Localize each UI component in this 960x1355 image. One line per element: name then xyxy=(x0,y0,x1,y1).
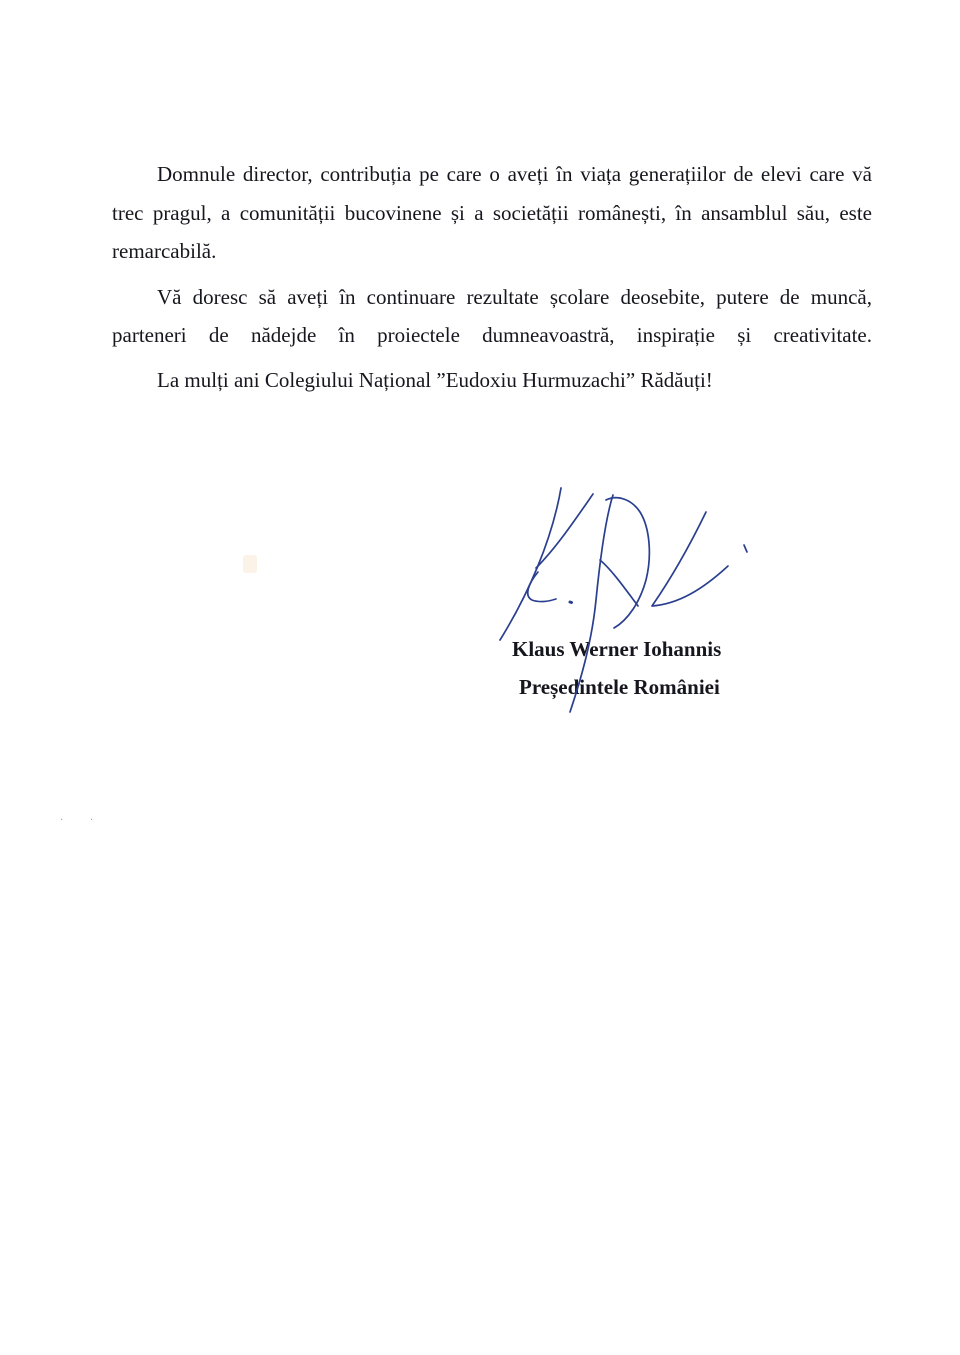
scan-specks: · · xyxy=(60,815,106,826)
signature-block xyxy=(490,630,790,706)
signature-dot xyxy=(570,602,572,603)
letter-paragraph-3: La mulți ani Colegiului Național ”Eudoxiu Hurmuzachi” Rădăuți! xyxy=(157,367,713,392)
signature-stroke xyxy=(536,494,593,568)
signature-stroke xyxy=(652,512,728,606)
signatory-title: Președintele României xyxy=(519,675,720,699)
letter-body xyxy=(112,155,872,399)
signature-stroke xyxy=(500,488,561,640)
faint-stamp-mark xyxy=(243,555,257,573)
signatory-name: Klaus Werner Iohannis xyxy=(512,637,722,661)
signature-stroke xyxy=(600,560,638,606)
letter-paragraph-2: Vă doresc să aveți în continuare rezultate școlare deosebite, putere de muncă, parteneri de nădejde în proiectele dumneavoastră, inspirație și creativitate. xyxy=(112,284,872,347)
letter-paragraph-1: Domnule director, contribuția pe care o aveți în viața generațiilor de elevi care vă trec pragul, a comunității bucovinene și a societății românești, în ansamblul său, este remarcabilă. xyxy=(112,162,872,263)
signature-stroke xyxy=(744,545,747,552)
signature-stroke xyxy=(528,572,556,602)
signature-stroke xyxy=(606,498,649,628)
